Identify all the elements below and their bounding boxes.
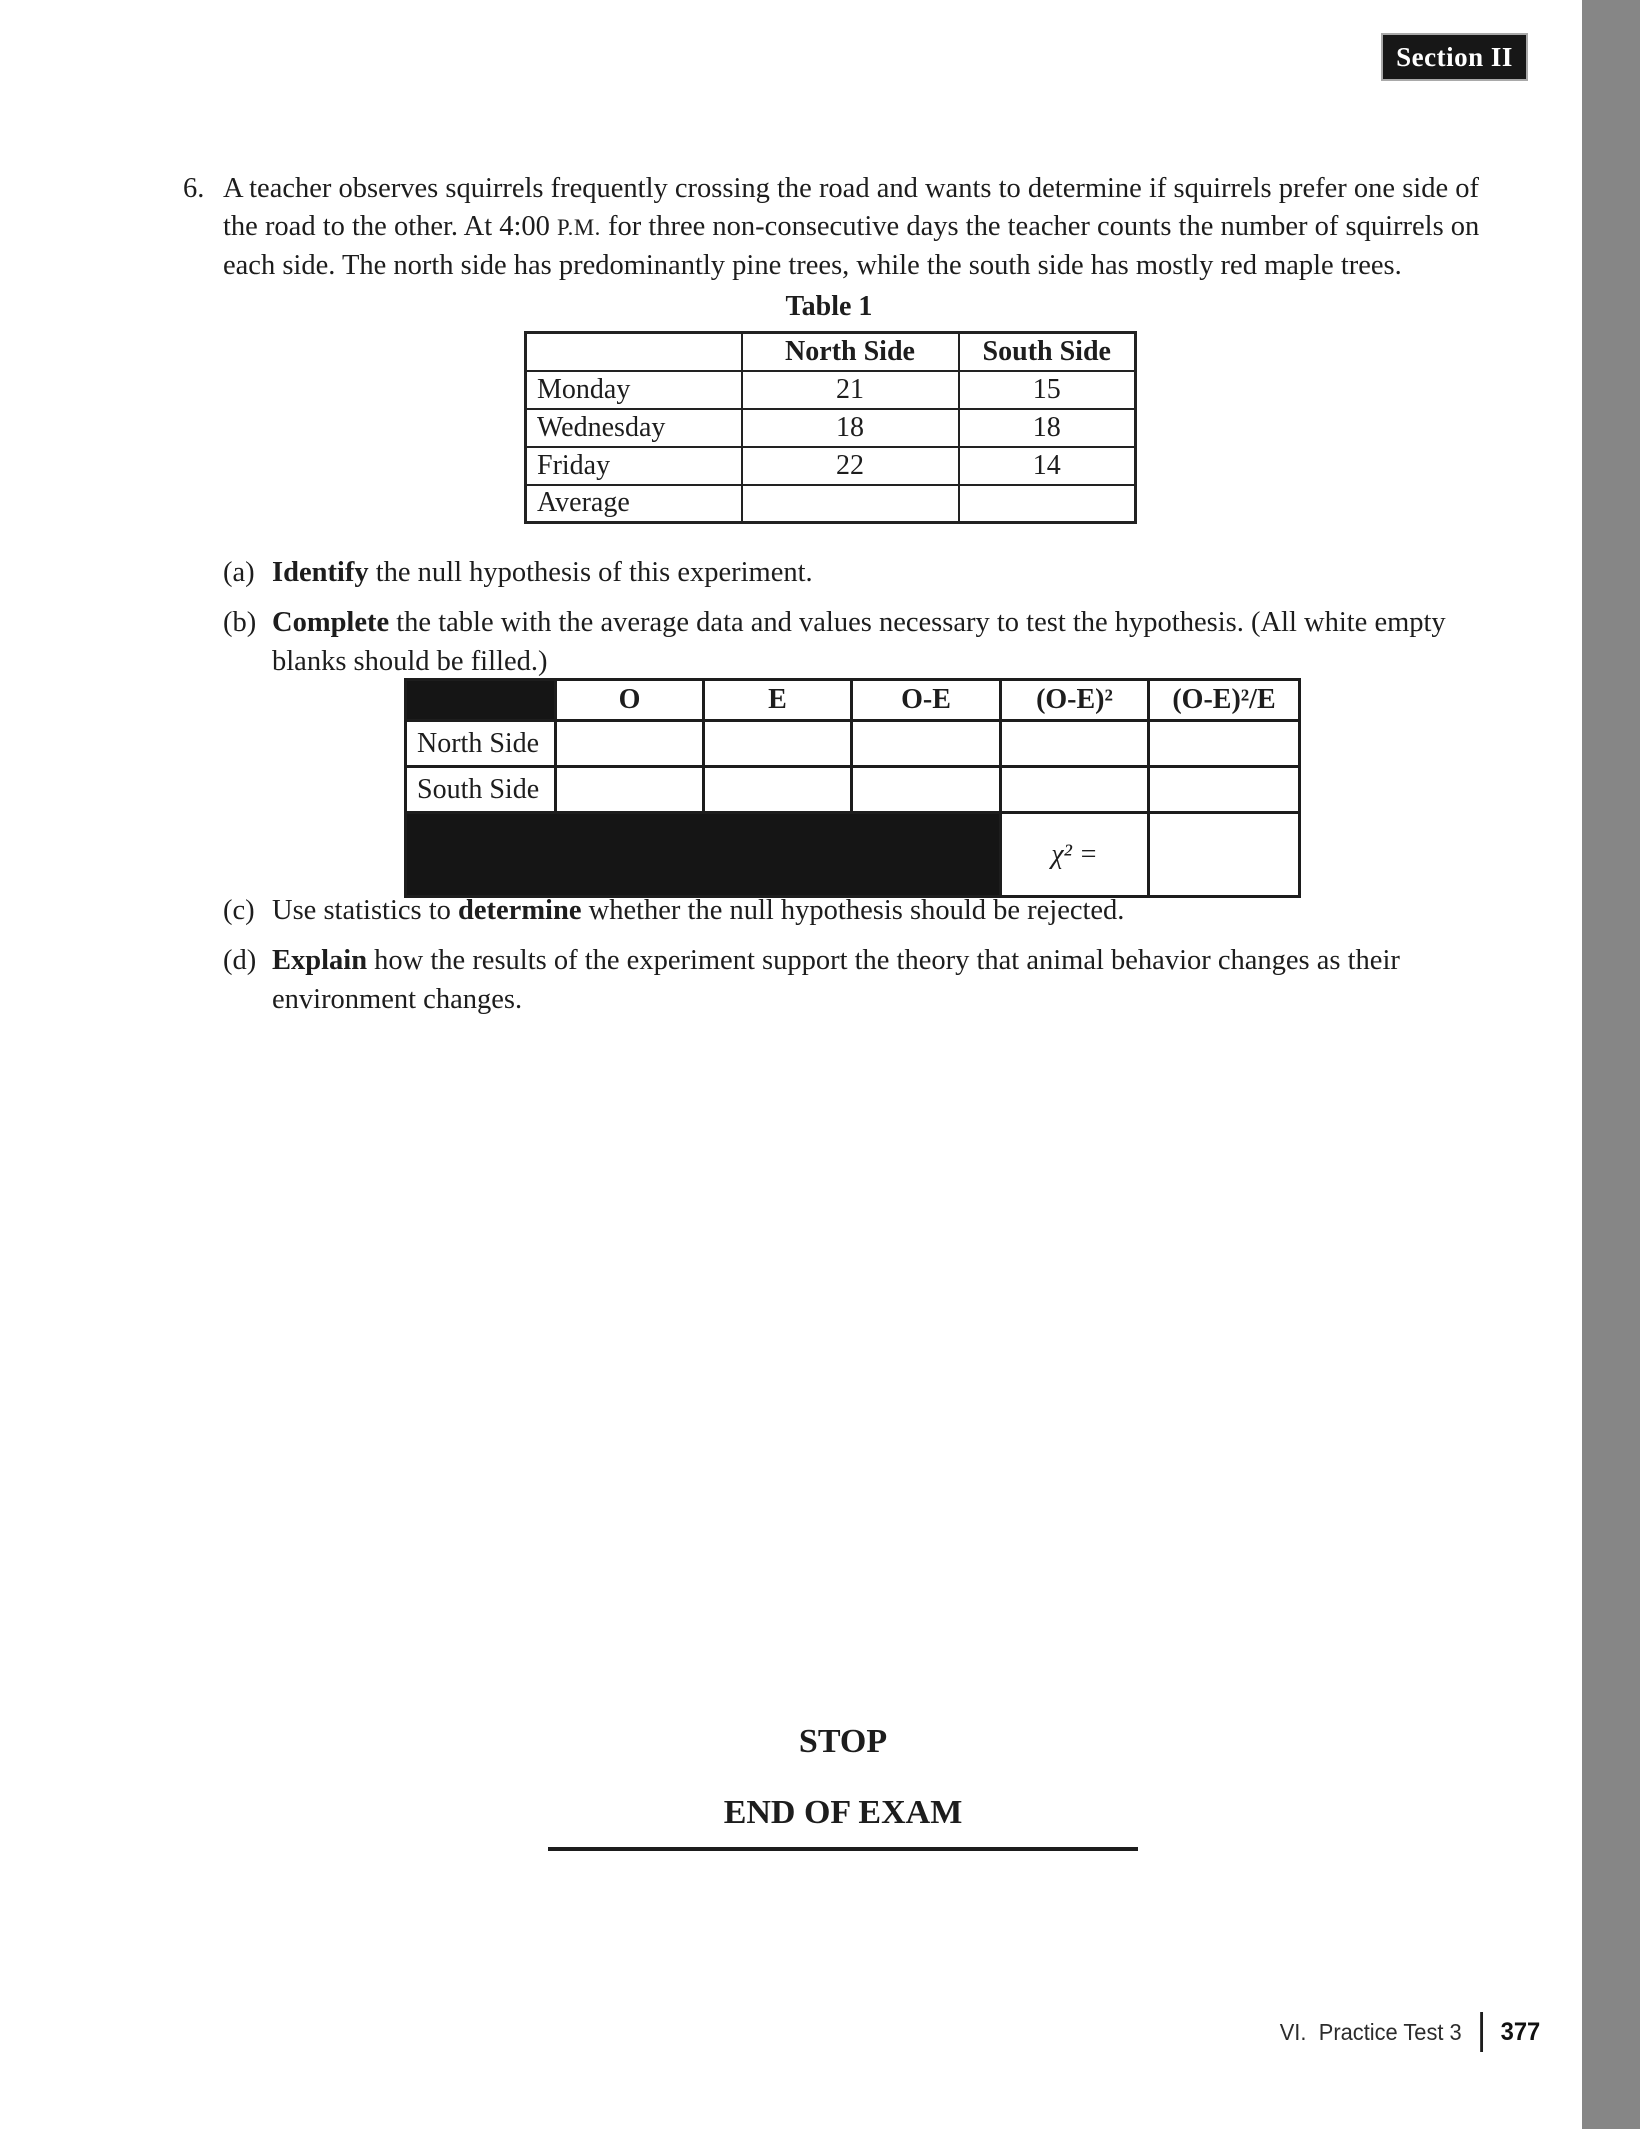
footer-chapter: VI. (1279, 2018, 1307, 2045)
table-row (526, 447, 1136, 485)
parts-c-d (223, 891, 1510, 1019)
part-c-label: (c) (223, 895, 255, 926)
end-of-exam-block (183, 1722, 1503, 1851)
question-text-pm: P.M. (557, 215, 601, 240)
end-of-exam-label: END OF EXAM (723, 1794, 963, 1831)
part-a-label: (a) (223, 557, 255, 588)
chi-header-O-E-sq: (O-E)² (1001, 680, 1149, 721)
section-badge (1381, 33, 1528, 81)
table-row (526, 485, 1136, 523)
chi-cell-empty (852, 767, 1001, 813)
table1-cell: 14 (959, 447, 1136, 485)
table-row (406, 767, 1300, 813)
chi-header-black-cell (406, 680, 556, 721)
chi-row-label-north: North Side (406, 721, 556, 767)
table1-cell: 15 (959, 371, 1136, 409)
question-text-segment-1: A teacher observes squirrels frequently crossing the road and wants to determine if squirrels prefer one side of the road to the other. At 4:00 (223, 173, 1479, 242)
table1-row-label: Monday (526, 371, 742, 409)
table-row (406, 721, 1300, 767)
part-a-text (272, 553, 1510, 592)
table1-row-label: Friday (526, 447, 742, 485)
chi-header-O-E: O-E (852, 680, 1001, 721)
footer-title: Practice Test 3 (1318, 2018, 1462, 2045)
chi-header-O-E-sq-over-E: (O-E)²/E (1149, 680, 1300, 721)
part-c (223, 891, 1510, 930)
part-d-rest: how the results of the experiment support the theory that animal behavior changes as their environment changes. (272, 945, 1400, 1015)
chi-row-label-south: South Side (406, 767, 556, 813)
table1-cell: 22 (742, 447, 959, 485)
table1-header-south: South Side (959, 333, 1136, 371)
chi-squared-value-cell (1149, 813, 1300, 897)
chi-header-row (406, 680, 1300, 721)
table1-header-empty (526, 333, 742, 371)
part-d-bold: Explain (272, 945, 368, 976)
table1-row-label: Average (526, 485, 742, 523)
table1-header-north: North Side (742, 333, 959, 371)
part-c-lead: Use statistics to (272, 895, 459, 926)
part-c-rest: whether the null hypothesis should be rejected. (581, 895, 1125, 926)
part-d-text (272, 941, 1510, 1019)
part-d (223, 941, 1510, 1019)
table1-row-label: Wednesday (526, 409, 742, 447)
chi-square-table-section (404, 678, 1301, 898)
parts-a-b (223, 553, 1510, 681)
part-c-text (272, 891, 1510, 930)
table-row (526, 371, 1136, 409)
table-row (526, 409, 1136, 447)
page-number: 377 (1500, 2017, 1540, 2046)
part-b-bold: Complete (272, 607, 390, 638)
table1-section (524, 291, 1134, 524)
chi-cell-empty (556, 721, 704, 767)
part-a (223, 553, 1510, 592)
part-d-label: (d) (223, 945, 257, 976)
chi-header-O: O (556, 680, 704, 721)
chi-cell-empty (704, 767, 852, 813)
table1-cell: 21 (742, 371, 959, 409)
page-footer (1279, 2012, 1540, 2052)
table1-cell-empty (959, 485, 1136, 523)
question-number: 6. (183, 173, 205, 204)
part-c-bold: determine (458, 895, 582, 926)
chi-cell-empty (1149, 767, 1300, 813)
table1-cell: 18 (959, 409, 1136, 447)
part-a-bold: Identify (272, 557, 369, 588)
table1-title: Table 1 (785, 291, 873, 322)
question-text (223, 170, 1505, 285)
table1-cell-empty (742, 485, 959, 523)
table1-cell: 18 (742, 409, 959, 447)
chi-sum-row (406, 813, 1300, 897)
part-b-text (272, 603, 1510, 681)
footer-divider (1479, 2012, 1482, 2052)
chi-square-table (404, 678, 1301, 898)
chi-squared-equals-label: χ² = (1001, 813, 1149, 897)
chi-header-E: E (704, 680, 852, 721)
part-b-label: (b) (223, 607, 257, 638)
table1 (524, 331, 1137, 524)
chi-cell-empty (704, 721, 852, 767)
chi-cell-empty (852, 721, 1001, 767)
question-6 (183, 170, 1505, 285)
chi-cell-empty (1001, 767, 1149, 813)
end-of-exam-rule (548, 1847, 1138, 1851)
chi-cell-empty (1001, 721, 1149, 767)
page-edge-bar (1582, 0, 1640, 2129)
stop-label: STOP (798, 1723, 888, 1760)
question-text-segment-2: for three non-consecutive days the teacher counts the number of squirrels on each side. The north side has predominantly pine trees, while the south side has mostly red maple trees. (223, 211, 1480, 281)
section-badge-label: Section II (1396, 41, 1513, 72)
chi-cell-empty (556, 767, 704, 813)
table1-header-row (526, 333, 1136, 371)
part-b (223, 603, 1510, 681)
part-b-rest: the table with the average data and values necessary to test the hypothesis. (All white empty blanks should be filled.) (272, 607, 1446, 677)
chi-sum-black-cell (406, 813, 1001, 897)
chi-cell-empty (1149, 721, 1300, 767)
part-a-rest: the null hypothesis of this experiment. (368, 557, 813, 588)
